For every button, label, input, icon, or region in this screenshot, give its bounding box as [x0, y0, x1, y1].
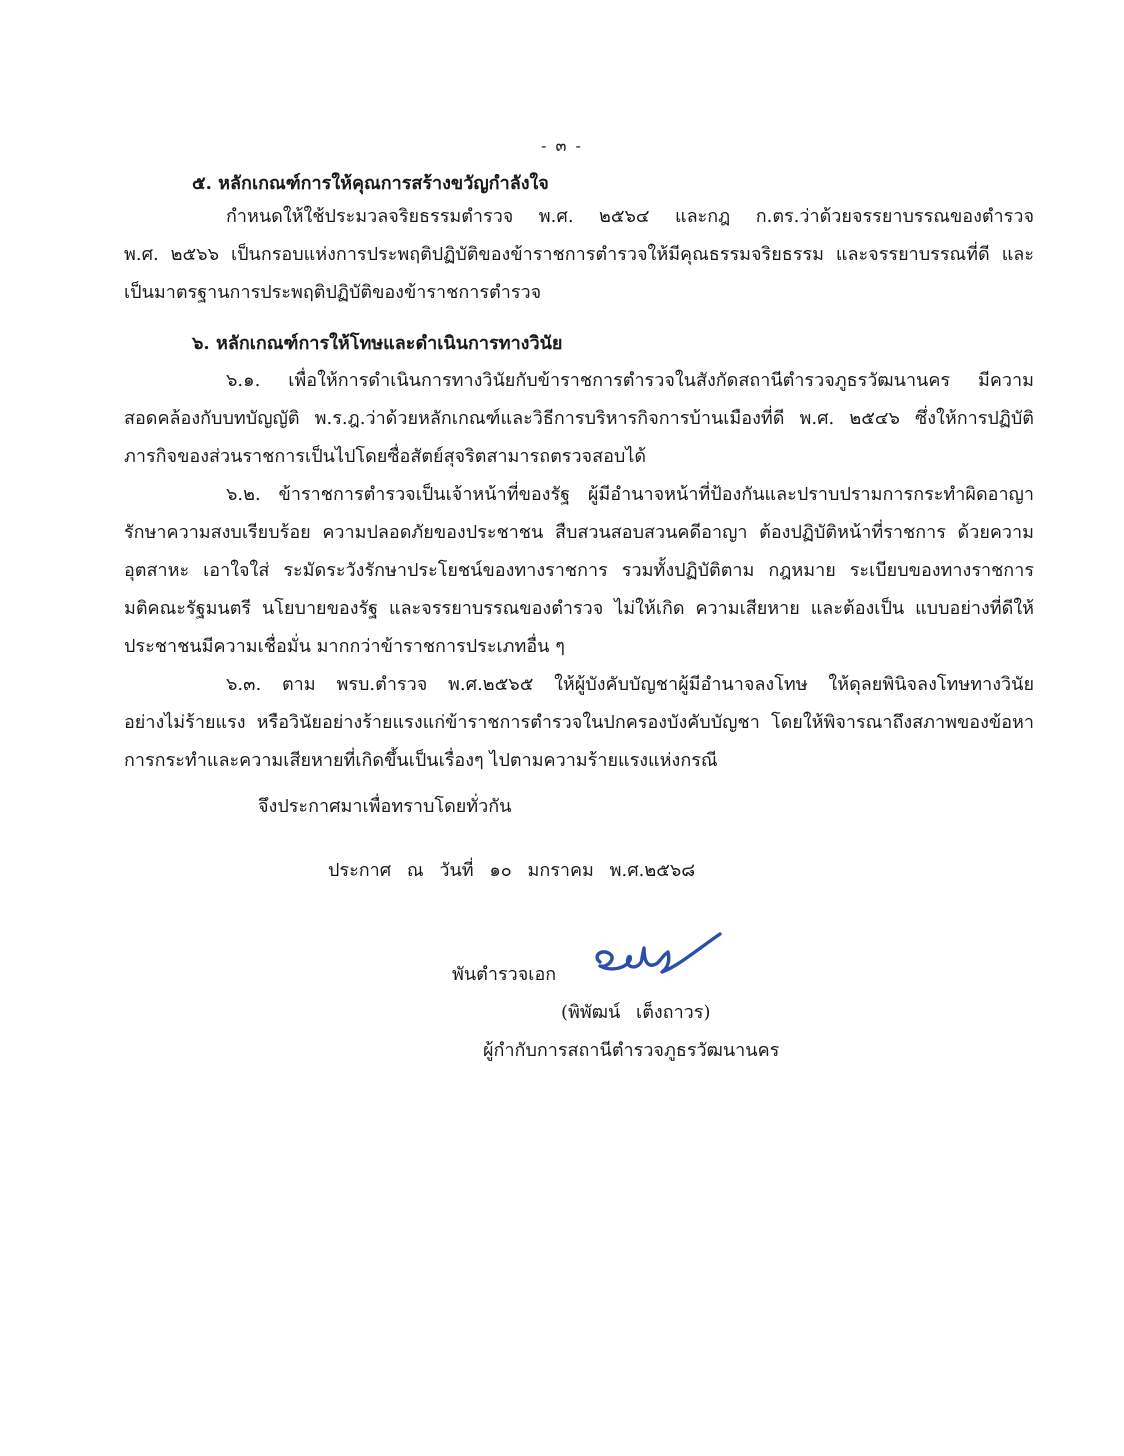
section-6-heading: ๖. หลักเกณฑ์การให้โทษและดำเนินการทางวินัย: [192, 333, 563, 354]
item-6-2-line: รักษาความสงบเรียบร้อย ความปลอดภัยของประชาชน สืบสวนสอบสวนคดีอาญา ต้องปฏิบัติหน้าที่ราชการ ด้วยความ: [124, 522, 1034, 543]
item-6-2-line: มติคณะรัฐมนตรี นโยบายของรัฐ และจรรยาบรรณของตำรวจ ไม่ให้เกิด ความเสียหาย และต้องเป็น แบบอย่างที่ดีให้: [124, 598, 1034, 619]
section-5-line: พ.ศ. ๒๕๖๖ เป็นกรอบแห่งการประพฤติปฏิบัติของข้าราชการตำรวจให้มีคุณธรรมจริยธรรม และจรรยาบรรณที่ดี และ: [124, 244, 1034, 265]
section-5-line: เป็นมาตรฐานการประพฤติปฏิบัติของข้าราชการตำรวจ: [124, 282, 542, 303]
announcement-date: ประกาศ ณ วันที่ ๑๐ มกราคม พ.ศ.๒๕๖๘: [328, 860, 696, 881]
signer-rank: พันตำรวจเอก: [452, 964, 557, 985]
handwritten-signature: [586, 922, 726, 986]
section-5-line: กำหนดให้ใช้ประมวลจริยธรรมตำรวจ พ.ศ. ๒๕๖๔ และกฎ ก.ตร.ว่าด้วยจรรยาบรรณของตำรวจ: [226, 206, 1034, 227]
signer-name: (พิพัฒน์ เต็งถาวร): [561, 1002, 711, 1023]
item-6-1-line: ภารกิจของส่วนราชการเป็นไปโดยซื่อสัตย์สุจริตสามารถตรวจสอบได้: [124, 446, 647, 467]
signer-position: ผู้กำกับการสถานีตำรวจภูธรวัฒนานคร: [483, 1040, 780, 1061]
page-number: - ๓ -: [541, 136, 583, 155]
item-6-3-line: อย่างไม่ร้ายแรง หรือวินัยอย่างร้ายแรงแก่ข้าราชการตำรวจในปกครองบังคับบัญชา โดยให้พิจารณาถึงสภาพของข้อหา: [124, 712, 1034, 733]
item-6-2-line: ประชาชนมีความเชื่อมั่น มากกว่าข้าราชการประเภทอื่น ๆ: [124, 636, 565, 657]
item-6-3-line: การกระทำและความเสียหายที่เกิดขึ้นเป็นเรื่องๆ ไปตามความร้ายแรงแห่งกรณี: [124, 750, 718, 771]
item-6-2-line: อุตสาหะ เอาใจใส่ ระมัดระวังรักษาประโยชน์ของทางราชการ รวมทั้งปฏิบัติตาม กฎหมาย ระเบียบของทางราชการ: [124, 560, 1034, 581]
item-6-1-line: สอดคล้องกับบทบัญญัติ พ.ร.ฎ.ว่าด้วยหลักเกณฑ์และวิธีการบริหารกิจการบ้านเมืองที่ดี พ.ศ. ๒๕๔๖ ซึ่งให้การปฏิบัติ: [124, 408, 1034, 429]
section-5-heading: ๕. หลักเกณฑ์การให้คุณการสร้างขวัญกำลังใจ: [192, 173, 549, 194]
item-6-3-line: ๖.๓. ตาม พรบ.ตำรวจ พ.ศ.๒๕๖๕ ให้ผู้บังคับบัญชาผู้มีอำนาจลงโทษ ให้ดุลยพินิจลงโทษทางวินัย: [226, 674, 1034, 695]
closing-statement: จึงประกาศมาเพื่อทราบโดยทั่วกัน: [258, 796, 512, 817]
item-6-2-line: ๖.๒. ข้าราชการตำรวจเป็นเจ้าหน้าที่ของรัฐ ผู้มีอำนาจหน้าที่ป้องกันและปราบปรามการกระทำผิดอาญา: [226, 484, 1034, 505]
item-6-1-line: ๖.๑. เพื่อให้การดำเนินการทางวินัยกับข้าราชการตำรวจในสังกัดสถานีตำรวจภูธรวัฒนานคร มีความ: [226, 370, 1034, 391]
